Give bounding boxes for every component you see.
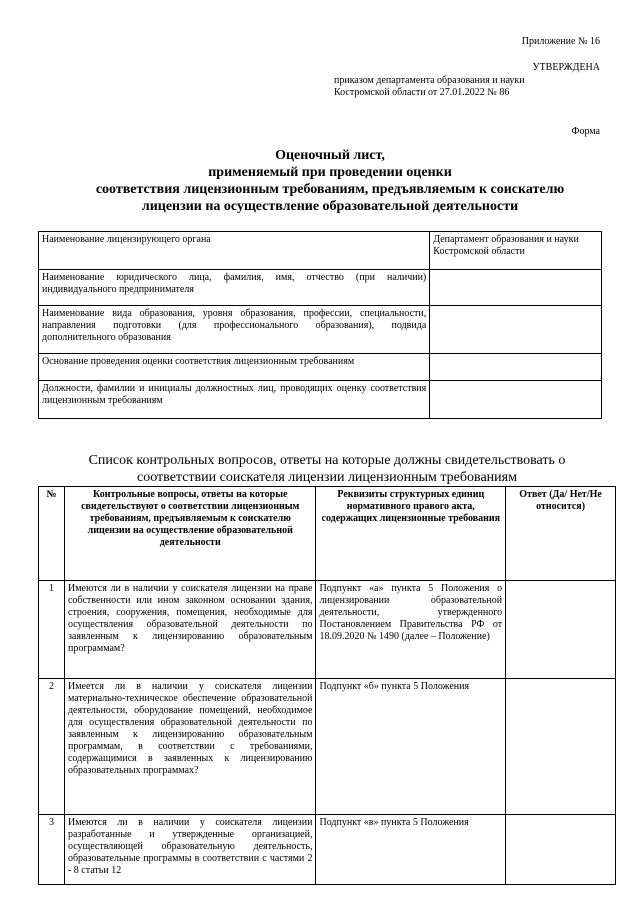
row-question: Имеются ли в наличии у соискателя лицензии на праве собственности или ином законном основании здания, строения, сооружения, помещения, необходимые для осуществления образовательной деятельности по заявленным к лицензированию образовательным программам?: [64, 581, 316, 679]
info-label: Наименование вида образования, уровня образования, профессии, специальности, направления подготовки (для профессионального образования), подвида дополнительного образования: [39, 306, 430, 354]
header-answer: Ответ (Да/ Нет/Не относится): [506, 487, 616, 581]
list-title-line-1: Список контрольных вопросов, ответы на которые должны свидетельствовать о: [88, 453, 566, 468]
info-value[interactable]: [430, 354, 602, 381]
table-row: [39, 679, 616, 815]
approved-label: УТВЕРЖДЕНА: [532, 62, 600, 73]
questions-header-row: [39, 487, 616, 581]
order-line-1: приказом департамента образования и науки: [334, 75, 525, 86]
title-line-1: Оценочный лист,: [275, 148, 385, 163]
row-requisites: Подпункт «а» пункта 5 Положения о лицензировании образовательной деятельности, утвержденного Постановлением Правительства РФ от 18.09.2020 № 1490 (далее – Положение): [316, 581, 506, 679]
page-title: [60, 147, 600, 215]
row-answer[interactable]: [506, 679, 616, 815]
row-answer[interactable]: [506, 815, 616, 885]
info-row: [39, 232, 602, 270]
info-row: [39, 381, 602, 419]
info-row: [39, 354, 602, 381]
title-line-4: лицензии на осуществление образовательной деятельности: [141, 199, 519, 214]
row-answer[interactable]: [506, 581, 616, 679]
row-requisites: Подпункт «б» пункта 5 Положения: [316, 679, 506, 815]
row-question: Имеется ли в наличии у соискателя лицензии материально-техническое обеспечение образовательной деятельности, оборудование помещений, необходимое для осуществления образовательной деятельности по заявленным к лицензированию образовательным программам, в соответствии с требованиями, содержащимися в заявленных к лицензированию образовательных программах?: [64, 679, 316, 815]
row-requisites: Подпункт «в» пункта 5 Положения: [316, 815, 506, 885]
order-line-2: Костромской области от 27.01.2022 № 86: [334, 87, 510, 98]
info-row: [39, 270, 602, 306]
info-table: [38, 231, 602, 419]
info-label: Наименование юридического лица, фамилия, имя, отчество (при наличии) индивидуального предпринимателя: [39, 270, 430, 306]
info-value[interactable]: [430, 306, 602, 354]
questions-table: [38, 486, 616, 885]
table-row: [39, 815, 616, 885]
info-label: Основание проведения оценки соответствия лицензионным требованиям: [39, 354, 430, 381]
row-question: Имеются ли в наличии у соискателя лицензии разработанные и утвержденные организацией, осуществляющей образовательную деятельность, образовательные программы в соответствии с частями 2 - 8 статьи 12: [64, 815, 316, 885]
list-title-line-2: соответствии соискателя лицензии лицензионным требованиям: [137, 470, 517, 485]
appendix-label: Приложение № 16: [521, 36, 600, 47]
row-num: 2: [39, 679, 65, 815]
info-label: Наименование лицензирующего органа: [39, 232, 430, 270]
table-row: [39, 581, 616, 679]
form-label: Форма: [571, 126, 600, 137]
header-requisites: Реквизиты структурных единиц нормативного правого акта, содержащих лицензионные требования: [316, 487, 506, 581]
header-question: Контрольные вопросы, ответы на которые свидетельствуют о соответствии лицензионным требованиям, предъявляемым к соискателю лицензии на осуществление образовательной деятельности: [64, 487, 316, 581]
row-num: 1: [39, 581, 65, 679]
title-line-3: соответствия лицензионным требованиям, предъявляемым к соискателю: [95, 182, 565, 197]
title-line-2: применяемый при проведении оценки: [208, 165, 452, 180]
info-value[interactable]: [430, 270, 602, 306]
info-value[interactable]: Департамент образования и науки Костромской области: [430, 232, 602, 270]
info-label: Должности, фамилии и инициалы должностных лиц, проводящих оценку соответствия лицензионным требованиям: [39, 381, 430, 419]
row-num: 3: [39, 815, 65, 885]
list-title: [38, 452, 616, 486]
header-num: №: [39, 487, 65, 581]
info-value[interactable]: [430, 381, 602, 419]
info-row: [39, 306, 602, 354]
